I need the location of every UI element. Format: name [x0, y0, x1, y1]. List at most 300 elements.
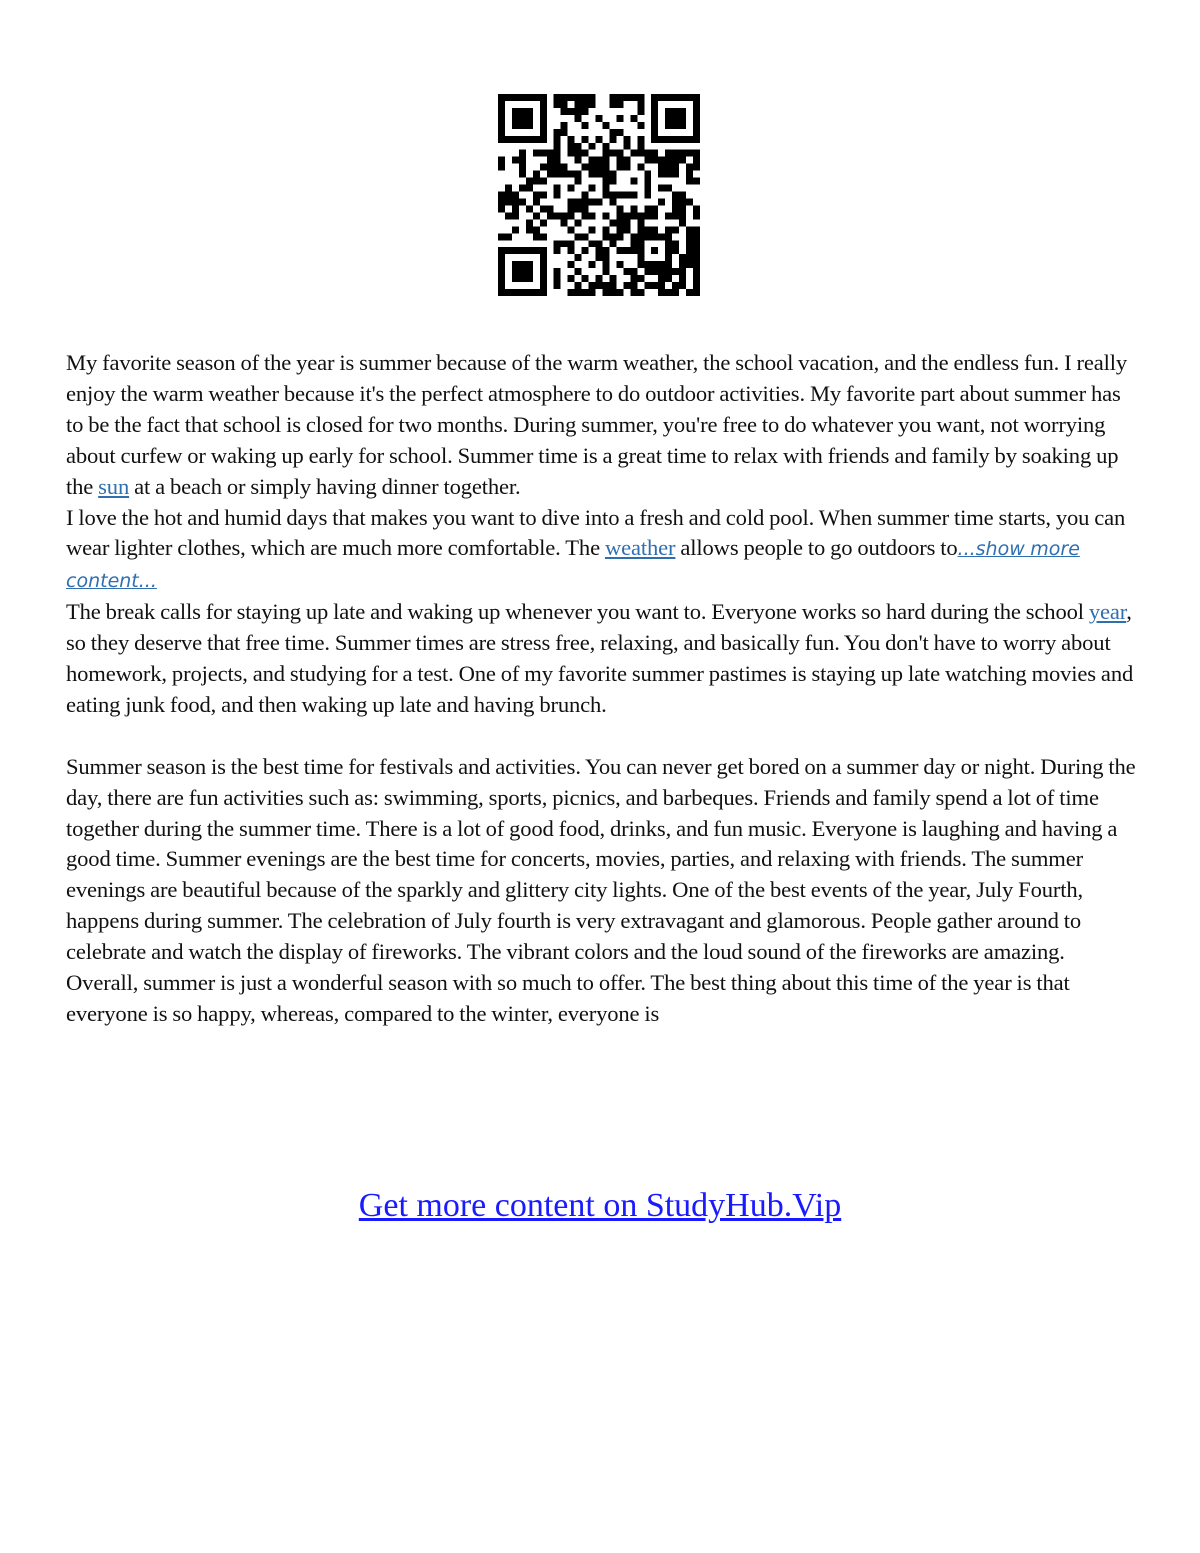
- qr-module: [540, 261, 547, 268]
- qr-module: [589, 164, 596, 171]
- qr-module: [616, 129, 623, 136]
- qr-module: [498, 122, 505, 129]
- qr-module: [693, 115, 700, 122]
- qr-module: [568, 212, 575, 219]
- qr-module: [609, 240, 616, 247]
- qr-module: [602, 233, 609, 240]
- qr-module: [554, 101, 561, 108]
- qr-module: [554, 275, 561, 282]
- qr-module: [533, 150, 540, 157]
- qr-module: [679, 115, 686, 122]
- qr-module: [651, 150, 658, 157]
- qr-module: [540, 178, 547, 185]
- show-more-content-link[interactable]: ...show more content...: [66, 538, 1080, 593]
- qr-module: [616, 233, 623, 240]
- qr-module: [533, 94, 540, 101]
- qr-module: [582, 289, 589, 296]
- qr-module: [665, 275, 672, 282]
- qr-module: [596, 115, 603, 122]
- qr-module: [679, 212, 686, 219]
- qr-module: [582, 122, 589, 129]
- qr-module: [512, 247, 519, 254]
- qr-module: [609, 282, 616, 289]
- qr-module: [547, 157, 554, 164]
- qr-module: [637, 150, 644, 157]
- qr-module: [602, 212, 609, 219]
- qr-module: [644, 226, 651, 233]
- qr-module: [533, 289, 540, 296]
- qr-module: [651, 94, 658, 101]
- qr-module: [651, 233, 658, 240]
- qr-module: [644, 171, 651, 178]
- qr-module: [686, 226, 693, 233]
- qr-module: [498, 254, 505, 261]
- qr-module: [582, 164, 589, 171]
- qr-module: [616, 94, 623, 101]
- qr-module: [596, 240, 603, 247]
- qr-module: [693, 164, 700, 171]
- qr-module: [582, 192, 589, 199]
- qr-module: [540, 192, 547, 199]
- qr-module: [693, 150, 700, 157]
- qr-module: [637, 136, 644, 143]
- qr-module: [672, 240, 679, 247]
- qr-module: [540, 268, 547, 275]
- qr-module: [519, 122, 526, 129]
- qr-module: [554, 212, 561, 219]
- qr-module: [630, 289, 637, 296]
- qr-module: [547, 171, 554, 178]
- qr-module: [554, 171, 561, 178]
- qr-module: [526, 261, 533, 268]
- qr-module: [658, 164, 665, 171]
- qr-module: [637, 219, 644, 226]
- qr-module: [561, 101, 568, 108]
- qr-module: [679, 205, 686, 212]
- qr-module: [512, 226, 519, 233]
- qr-module: [540, 233, 547, 240]
- qr-module: [630, 282, 637, 289]
- qr-module: [582, 108, 589, 115]
- qr-module: [505, 185, 512, 192]
- qr-module: [575, 115, 582, 122]
- qr-module: [623, 94, 630, 101]
- qr-module: [672, 136, 679, 143]
- qr-module: [505, 233, 512, 240]
- qr-module: [568, 150, 575, 157]
- qr-module: [644, 212, 651, 219]
- qr-module: [582, 198, 589, 205]
- qr-module: [651, 282, 658, 289]
- qr-module: [609, 178, 616, 185]
- paragraph-2-text-b: allows people to go outdoors to: [675, 535, 958, 561]
- qr-module: [672, 192, 679, 199]
- qr-module: [637, 94, 644, 101]
- qr-module: [651, 226, 658, 233]
- paragraph-1-text-b: at a beach or simply having dinner together.: [129, 473, 521, 499]
- paragraph-3-text-b: , so they deserve that free time. Summer times are stress free, relaxing, and basically fun. You don't have to worry about homework, projects, and studying for a test. One of my favorite summer pastimes is staying up late watching movies and eating junk food, and then waking up late and having brunch.: [66, 599, 1134, 717]
- qr-module: [575, 219, 582, 226]
- qr-module: [568, 275, 575, 282]
- qr-module: [575, 157, 582, 164]
- qr-module: [651, 122, 658, 129]
- link-sun[interactable]: sun: [98, 473, 130, 499]
- qr-module: [658, 185, 665, 192]
- qr-module: [554, 185, 561, 192]
- qr-module: [589, 143, 596, 150]
- qr-module: [679, 282, 686, 289]
- qr-module: [602, 247, 609, 254]
- qr-module: [519, 157, 526, 164]
- qr-module: [519, 150, 526, 157]
- qr-module: [623, 136, 630, 143]
- qr-module: [693, 108, 700, 115]
- qr-module: [616, 226, 623, 233]
- paragraph-spacer: [66, 721, 1138, 752]
- qr-module: [519, 108, 526, 115]
- qr-module: [665, 268, 672, 275]
- qr-module: [568, 289, 575, 296]
- qr-module: [693, 94, 700, 101]
- qr-module: [651, 136, 658, 143]
- qr-module: [554, 129, 561, 136]
- qr-module: [658, 198, 665, 205]
- qr-module: [596, 136, 603, 143]
- qr-module: [596, 254, 603, 261]
- qr-module: [596, 164, 603, 171]
- qr-module: [651, 101, 658, 108]
- qr-module: [596, 157, 603, 164]
- qr-module: [568, 240, 575, 247]
- qr-module: [623, 212, 630, 219]
- qr-module: [526, 289, 533, 296]
- qr-module: [519, 289, 526, 296]
- qr-module: [512, 205, 519, 212]
- qr-module: [609, 129, 616, 136]
- qr-module: [512, 108, 519, 115]
- qr-module: [623, 192, 630, 199]
- qr-module: [693, 240, 700, 247]
- qr-module: [672, 108, 679, 115]
- qr-module: [630, 205, 637, 212]
- qr-module: [672, 198, 679, 205]
- qr-module: [568, 261, 575, 268]
- qr-module: [616, 164, 623, 171]
- qr-module: [693, 129, 700, 136]
- qr-module: [526, 268, 533, 275]
- qr-module: [561, 240, 568, 247]
- qr-module: [651, 108, 658, 115]
- qr-module: [575, 143, 582, 150]
- qr-module: [637, 101, 644, 108]
- qr-module: [575, 101, 582, 108]
- qr-module: [498, 136, 505, 143]
- qr-module: [575, 178, 582, 185]
- qr-module: [498, 205, 505, 212]
- qr-module: [512, 115, 519, 122]
- qr-module: [589, 157, 596, 164]
- qr-module: [665, 240, 672, 247]
- qr-module: [686, 164, 693, 171]
- qr-module: [540, 164, 547, 171]
- qr-module: [672, 205, 679, 212]
- qr-module: [582, 136, 589, 143]
- qr-module: [505, 289, 512, 296]
- qr-module: [575, 94, 582, 101]
- qr-module: [609, 136, 616, 143]
- qr-module: [693, 275, 700, 282]
- qr-module: [693, 226, 700, 233]
- qr-module: [623, 282, 630, 289]
- qr-module: [623, 143, 630, 150]
- qr-module: [686, 233, 693, 240]
- qr-module: [554, 136, 561, 143]
- qr-module: [679, 94, 686, 101]
- qr-module: [686, 178, 693, 185]
- qr-code-icon[interactable]: [498, 94, 700, 296]
- qr-module: [526, 136, 533, 143]
- qr-module: [582, 150, 589, 157]
- qr-module: [693, 247, 700, 254]
- qr-module: [630, 233, 637, 240]
- qr-module: [561, 219, 568, 226]
- qr-module: [519, 247, 526, 254]
- qr-module: [693, 101, 700, 108]
- qr-module: [582, 247, 589, 254]
- paragraph-2: [66, 503, 1138, 598]
- qr-module: [602, 254, 609, 261]
- qr-module: [665, 226, 672, 233]
- qr-module: [679, 136, 686, 143]
- qr-module: [512, 268, 519, 275]
- qr-module: [582, 275, 589, 282]
- qr-module: [589, 212, 596, 219]
- qr-module: [672, 212, 679, 219]
- qr-module: [589, 282, 596, 289]
- qr-module: [630, 268, 637, 275]
- qr-module: [596, 275, 603, 282]
- qr-module: [519, 268, 526, 275]
- qr-module: [533, 247, 540, 254]
- qr-module: [651, 261, 658, 268]
- qr-module: [602, 192, 609, 199]
- qr-module: [547, 150, 554, 157]
- qr-module: [512, 198, 519, 205]
- qr-module: [616, 247, 623, 254]
- qr-module: [637, 247, 644, 254]
- qr-module: [561, 212, 568, 219]
- qr-module: [602, 122, 609, 129]
- qr-module: [589, 101, 596, 108]
- qr-module: [630, 150, 637, 157]
- link-weather[interactable]: weather: [604, 535, 676, 561]
- qr-module: [519, 185, 526, 192]
- qr-module: [637, 261, 644, 268]
- qr-module: [665, 122, 672, 129]
- qr-module: [505, 247, 512, 254]
- qr-module: [568, 171, 575, 178]
- qr-module: [651, 129, 658, 136]
- qr-module: [540, 219, 547, 226]
- qr-module: [644, 233, 651, 240]
- qr-module: [533, 226, 540, 233]
- qr-module: [644, 192, 651, 199]
- qr-module: [686, 289, 693, 296]
- qr-module: [623, 247, 630, 254]
- qr-module: [554, 94, 561, 101]
- qr-module: [602, 157, 609, 164]
- qr-module: [602, 150, 609, 157]
- qr-module: [602, 289, 609, 296]
- qr-module: [665, 185, 672, 192]
- qr-module: [679, 122, 686, 129]
- qr-module: [609, 289, 616, 296]
- qr-module: [693, 157, 700, 164]
- qr-module: [665, 212, 672, 219]
- qr-module: [616, 115, 623, 122]
- qr-module: [658, 261, 665, 268]
- qr-module: [686, 150, 693, 157]
- qr-module: [672, 282, 679, 289]
- qr-module: [519, 198, 526, 205]
- qr-module: [693, 254, 700, 261]
- qr-module: [665, 289, 672, 296]
- qr-module: [651, 157, 658, 164]
- qr-module: [512, 275, 519, 282]
- qr-module: [693, 268, 700, 275]
- qr-module: [540, 205, 547, 212]
- qr-module: [609, 233, 616, 240]
- qr-module: [602, 171, 609, 178]
- qr-module: [616, 205, 623, 212]
- qr-module: [665, 136, 672, 143]
- qr-module: [533, 212, 540, 219]
- qr-module: [575, 289, 582, 296]
- qr-module: [512, 94, 519, 101]
- qr-module: [568, 198, 575, 205]
- qr-module: [512, 289, 519, 296]
- qr-module: [665, 115, 672, 122]
- qr-module: [665, 150, 672, 157]
- qr-module: [505, 212, 512, 219]
- qr-module: [637, 226, 644, 233]
- qr-module: [693, 122, 700, 129]
- qr-module: [526, 94, 533, 101]
- qr-module: [498, 261, 505, 268]
- paragraph-4: Summer season is the best time for festivals and activities. You can never get bored on a summer day or night. During the day, there are fun activities such as: swimming, sports, picnics, and barbeques. Friends and family spend a lot of time together during the summer time. There is a lot of good food, drinks, and fun music. Everyone is laughing and having a good time. Summer evenings are the best time for concerts, movies, parties, and relaxing with friends. The summer evenings are beautiful because of the sparkly and glittery city lights. One of the best events of the year, July Fourth, happens during summer. The celebration of July fourth is very extravagant and glamorous. People gather around to celebrate and watch the display of fireworks. The vibrant colors and the loud sound of the fireworks are amazing.: [66, 753, 1136, 965]
- qr-module: [679, 268, 686, 275]
- qr-module: [651, 115, 658, 122]
- qr-module: [533, 198, 540, 205]
- qr-module: [609, 101, 616, 108]
- qr-module: [526, 247, 533, 254]
- qr-module: [644, 157, 651, 164]
- qr-module: [686, 94, 693, 101]
- qr-module: [651, 268, 658, 275]
- qr-module: [568, 136, 575, 143]
- qr-module: [526, 115, 533, 122]
- qr-module: [644, 185, 651, 192]
- qr-module: [575, 254, 582, 261]
- qr-module: [575, 233, 582, 240]
- qr-module: [554, 240, 561, 247]
- qr-module: [693, 289, 700, 296]
- qr-module: [505, 198, 512, 205]
- qr-module: [630, 94, 637, 101]
- qr-module: [679, 254, 686, 261]
- qr-module: [623, 268, 630, 275]
- qr-module: [512, 192, 519, 199]
- qr-module: [637, 240, 644, 247]
- qr-module: [582, 101, 589, 108]
- qr-module: [596, 198, 603, 205]
- qr-module: [505, 136, 512, 143]
- qr-module: [637, 275, 644, 282]
- qr-module: [512, 157, 519, 164]
- qr-module: [498, 94, 505, 101]
- qr-module: [540, 247, 547, 254]
- qr-module: [512, 212, 519, 219]
- qr-module: [526, 178, 533, 185]
- qr-module: [554, 192, 561, 199]
- qr-module: [630, 275, 637, 282]
- qr-module: [540, 115, 547, 122]
- qr-module: [679, 261, 686, 268]
- qr-module: [575, 171, 582, 178]
- qr-module: [519, 115, 526, 122]
- qr-module: [658, 282, 665, 289]
- qr-module: [602, 164, 609, 171]
- qr-module: [665, 254, 672, 261]
- qr-module: [665, 164, 672, 171]
- qr-module: [658, 136, 665, 143]
- qr-module: [589, 171, 596, 178]
- qr-module: [672, 122, 679, 129]
- qr-module: [679, 150, 686, 157]
- qr-module: [651, 247, 658, 254]
- qr-module: [533, 233, 540, 240]
- qr-module: [644, 205, 651, 212]
- qr-module: [651, 205, 658, 212]
- qr-module: [498, 129, 505, 136]
- qr-module: [616, 150, 623, 157]
- qr-module: [665, 157, 672, 164]
- qr-module: [575, 108, 582, 115]
- qr-module: [568, 205, 575, 212]
- qr-module: [658, 233, 665, 240]
- qr-module: [568, 143, 575, 150]
- qr-module: [616, 212, 623, 219]
- qr-module: [672, 226, 679, 233]
- qr-module: [540, 254, 547, 261]
- qr-module: [644, 150, 651, 157]
- qr-module: [623, 164, 630, 171]
- qr-module: [589, 198, 596, 205]
- qr-module: [602, 185, 609, 192]
- qr-module: [589, 226, 596, 233]
- qr-module: [519, 164, 526, 171]
- qr-module: [540, 122, 547, 129]
- qr-module: [498, 198, 505, 205]
- qr-module: [616, 101, 623, 108]
- qr-module: [498, 268, 505, 275]
- paragraph-3: [66, 597, 1138, 721]
- link-year[interactable]: year: [1088, 599, 1127, 625]
- qr-module: [686, 136, 693, 143]
- studyhub-link[interactable]: Get more content on StudyHub.Vip: [358, 1187, 842, 1224]
- qr-module: [519, 275, 526, 282]
- qr-module: [637, 143, 644, 150]
